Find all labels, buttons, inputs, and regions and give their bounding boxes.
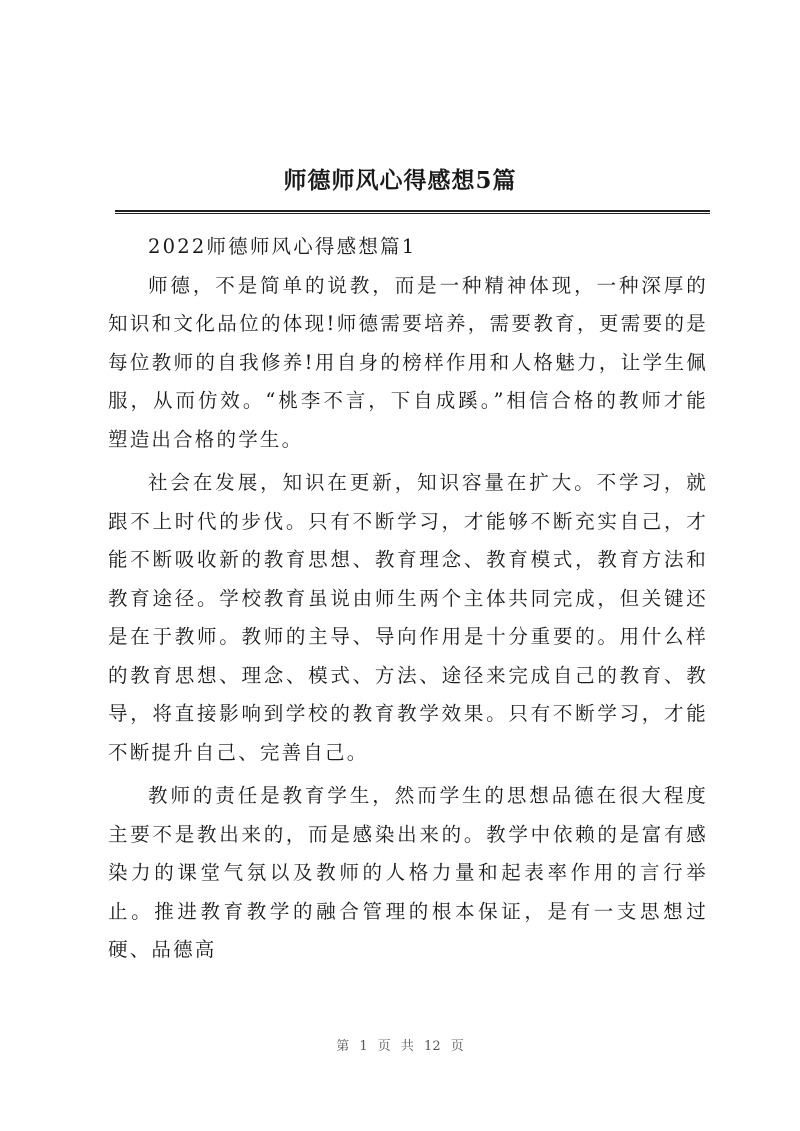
document-body (108, 228, 708, 970)
page-footer: 第 1 页 共 12 页 (336, 1039, 464, 1054)
paragraph: 社会在发展，知识在更新，知识容量在扩大。不学习，就跟不上时代的步伐。只有不断学习，才能够不断充实自己，才能不断吸收新的教育思想、教育理念、教育模式，教育方法和教育途径。学校教育虽说由师生两个主体共同完成，但关键还是在于教师。教师的主导、导向作用是十分重要的。用什么样的教育思想、理念、模式、方法、途径来完成自己的教育、教导，将直接影响到学校的教育教学效果。只有不断学习，才能不断提升自己、完善自己。 (108, 471, 708, 764)
section-heading: 2022师德师风心得感想篇1 (148, 235, 417, 258)
paragraph: 教师的责任是教育学生，然而学生的思想品德在很大程度主要不是教出来的，而是感染出来的。教学中依赖的是富有感染力的课堂气氛以及教师的人格力量和起表率作用的言行举止。推进教育教学的融合管理的根本保证，是有一支思想过硬、品德高 (108, 784, 708, 961)
title-divider (115, 210, 710, 214)
paragraph: 师德，不是简单的说教，而是一种精神体现，一种深厚的知识和文化品位的体现!师德需要培养，需要教育，更需要的是每位教师的自我修养!用自身的榜样作用和人格魅力，让学生佩服，从而仿效。“桃李不言，下自成蹊。”相信合格的教师才能塑造出合格的学生。 (108, 273, 708, 451)
page-title: 师德师风心得感想5篇 (283, 167, 517, 194)
